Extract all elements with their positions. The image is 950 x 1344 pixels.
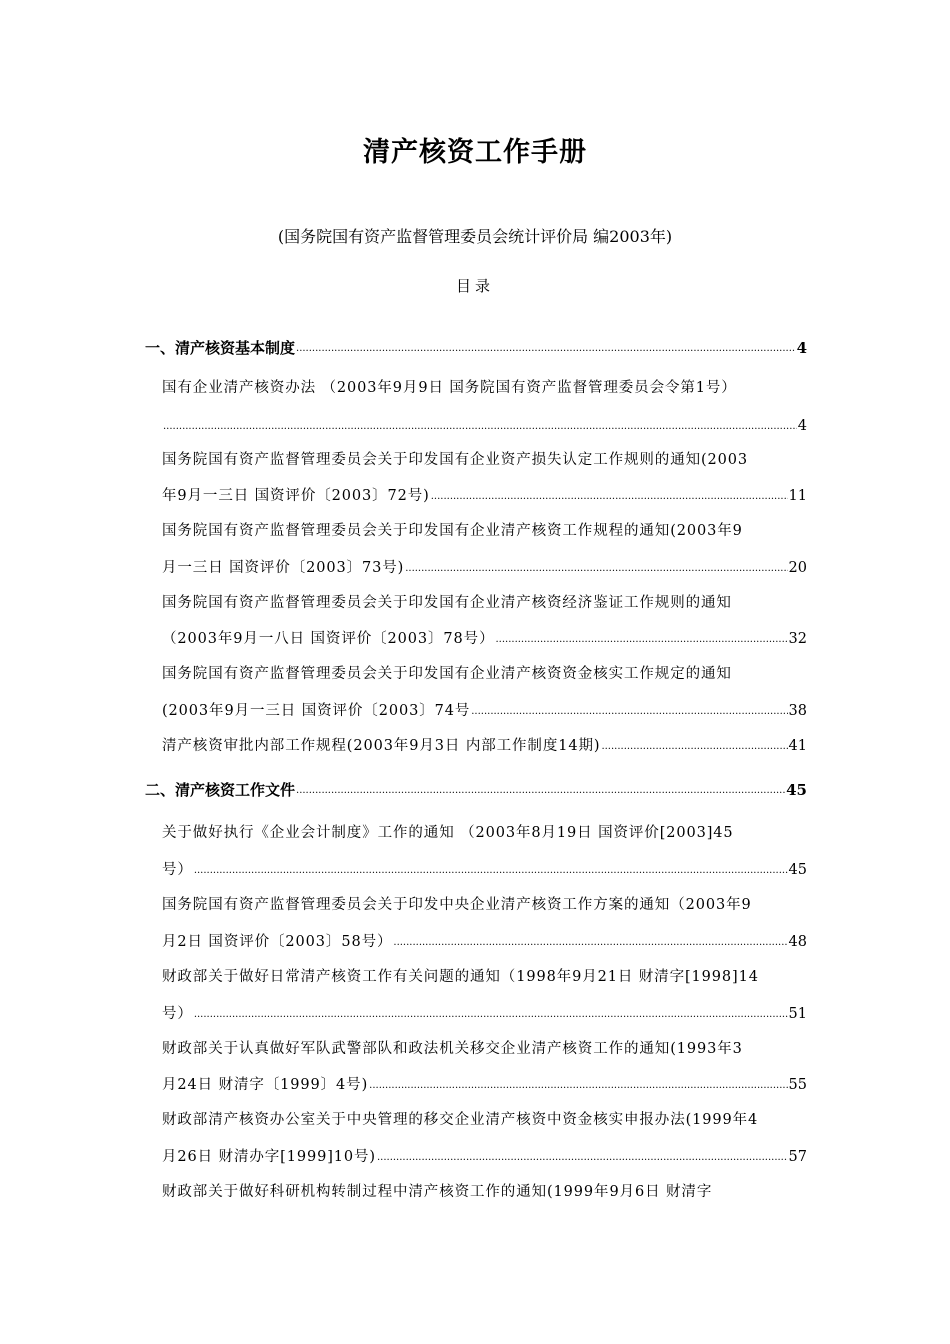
toc-leader-dots (296, 342, 796, 358)
toc-entry-line[interactable] (162, 1002, 807, 1024)
toc-section-2[interactable] (145, 778, 807, 800)
toc-entry-line[interactable] (162, 627, 807, 649)
toc-leader-dots (163, 420, 797, 436)
toc-entry-text: 国务院国有资产监督管理委员会关于印发国有企业清产核资资金核实工作规定的通知 (162, 666, 732, 682)
toc-leader-dots (471, 705, 787, 721)
toc-entry-line[interactable] (162, 965, 807, 987)
toc-leader-dots (431, 490, 788, 506)
toc-entry-line[interactable] (162, 930, 807, 952)
toc-page-number: 41 (788, 738, 807, 754)
toc-page-number: 4 (796, 339, 807, 357)
toc-entry-text: 关于做好执行《企业会计制度》工作的通知 （2003年8月19日 国资评价[2003]45 (162, 825, 734, 841)
toc-page-number: 45 (788, 862, 807, 878)
toc-page-number: 57 (788, 1149, 807, 1165)
toc-entry-text: 号） (162, 862, 193, 878)
toc-entry-text: 国务院国有资产监督管理委员会关于印发中央企业清产核资工作方案的通知（2003年9 (162, 897, 752, 913)
toc-entry-text: 国有企业清产核资办法 （2003年9月9日 国务院国有资产监督管理委员会令第1号） (162, 380, 737, 396)
toc-entry-line[interactable] (162, 1180, 807, 1202)
toc-page-number: 32 (788, 631, 807, 647)
toc-leader-dots (296, 784, 785, 800)
toc-section-label: 二、清产核资工作文件 (145, 781, 296, 799)
toc-entry-text: 月一三日 国资评价〔2003〕73号) (162, 560, 405, 576)
toc-leader-dots (194, 1008, 788, 1024)
toc-entry-text: 清产核资审批内部工作规程(2003年9月3日 内部工作制度14期) (162, 738, 601, 754)
toc-entry-text: 国务院国有资产监督管理委员会关于印发国有企业清产核资工作规程的通知(2003年9 (162, 523, 743, 539)
toc-leader-dots (405, 562, 787, 578)
toc-entry-line[interactable] (162, 414, 807, 436)
toc-entry-text: 国务院国有资产监督管理委员会关于印发国有企业清产核资经济鉴证工作规则的通知 (162, 595, 732, 611)
toc-entry-text: 国务院国有资产监督管理委员会关于印发国有企业资产损失认定工作规则的通知(2003 (162, 452, 749, 468)
toc-entry-line[interactable] (162, 734, 807, 756)
toc-entry-text: 年9月一三日 国资评价〔2003〕72号) (162, 488, 430, 504)
toc-entry-line[interactable] (162, 1145, 807, 1167)
toc-entry-text: 财政部关于做好科研机构转制过程中清产核资工作的通知(1999年9月6日 财清字 (162, 1184, 713, 1200)
toc-entry-text: 月2日 国资评价〔2003〕58号） (162, 934, 393, 950)
toc-entry-text: 月24日 财清字〔1999〕4号) (162, 1077, 369, 1093)
toc-page-number: 38 (788, 703, 807, 719)
toc-entry-line[interactable] (162, 448, 807, 470)
toc-entry-text: 号） (162, 1006, 193, 1022)
toc-page-number: 51 (788, 1006, 807, 1022)
toc-entry-line[interactable] (162, 699, 807, 721)
toc-leader-dots (496, 633, 788, 649)
document-subtitle: (国务院国有资产监督管理委员会统计评价局 编2003年) (277, 227, 673, 246)
toc-heading: 目录 (455, 277, 494, 295)
toc-entry-line[interactable] (162, 519, 807, 541)
toc-entry-text: 月26日 财清办字[1999]10号) (162, 1149, 376, 1165)
toc-entry-line[interactable] (162, 893, 807, 915)
toc-section-1[interactable] (145, 336, 807, 358)
toc-page-number: 4 (797, 418, 807, 434)
toc-entry-line[interactable] (162, 858, 807, 880)
toc-page-number: 48 (788, 934, 807, 950)
toc-leader-dots (601, 740, 787, 756)
toc-entry-text: (2003年9月一三日 国资评价〔2003〕74号 (162, 703, 471, 719)
toc-page-number: 11 (788, 488, 807, 504)
toc-entry-text: 财政部清产核资办公室关于中央管理的移交企业清产核资中资金核实申报办法(1999年4 (162, 1112, 759, 1128)
toc-entry-line[interactable] (162, 1037, 807, 1059)
toc-entry-text: （2003年9月一八日 国资评价〔2003〕78号） (162, 631, 495, 647)
toc-entry-line[interactable] (162, 1073, 807, 1095)
toc-page-number: 45 (786, 781, 807, 799)
toc-entry-line[interactable] (162, 376, 807, 398)
toc-leader-dots (377, 1151, 788, 1167)
toc-page-number: 55 (788, 1077, 807, 1093)
toc-leader-dots (194, 864, 788, 880)
toc-entry-text: 财政部关于认真做好军队武警部队和政法机关移交企业清产核资工作的通知(1993年3 (162, 1041, 743, 1057)
toc-page-number: 20 (788, 560, 807, 576)
toc-entry-line[interactable] (162, 484, 807, 506)
toc-entry-line[interactable] (162, 662, 807, 684)
toc-entry-line[interactable] (162, 556, 807, 578)
toc-entry-line[interactable] (162, 821, 807, 843)
toc-leader-dots (369, 1079, 787, 1095)
toc-entry-text: 财政部关于做好日常清产核资工作有关问题的通知（1998年9月21日 财清字[1998]14 (162, 969, 759, 985)
toc-leader-dots (393, 936, 787, 952)
document-title: 清产核资工作手册 (363, 137, 587, 168)
toc-entry-line[interactable] (162, 591, 807, 613)
toc-section-label: 一、清产核资基本制度 (145, 339, 296, 357)
toc-entry-line[interactable] (162, 1108, 807, 1130)
